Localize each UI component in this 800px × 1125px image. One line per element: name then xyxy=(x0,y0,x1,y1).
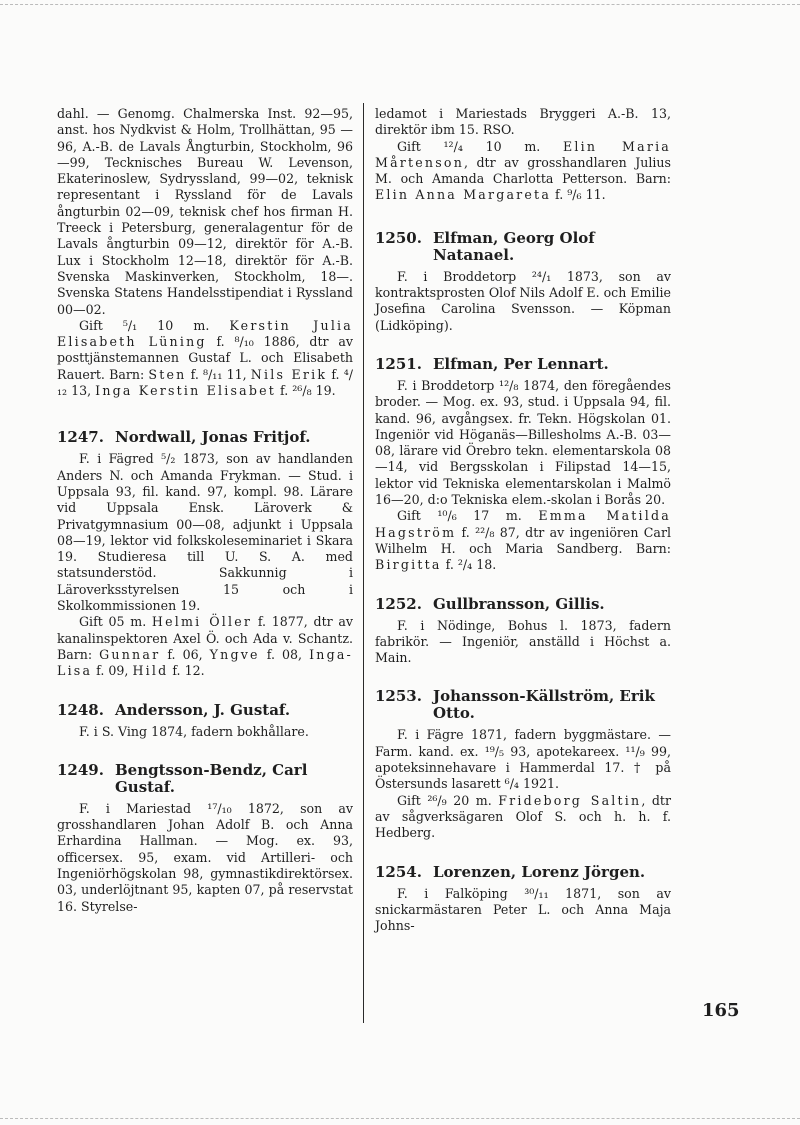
entry-1254 xyxy=(375,864,671,935)
entry-name: Johansson-Källström, Erik Otto. xyxy=(433,687,655,723)
spouse-name: Emma Matilda Hagström xyxy=(375,508,671,540)
entry-heading xyxy=(375,596,671,613)
top-edge-dashes xyxy=(0,4,800,5)
entry-heading xyxy=(375,864,671,881)
entry-number: 1251. xyxy=(375,354,422,373)
child-name: Hild xyxy=(132,663,169,679)
entry-heading xyxy=(57,762,353,796)
entry-name: Elfman, Per Lennart. xyxy=(433,354,609,373)
entry-1248 xyxy=(57,702,353,740)
bottom-edge-dashes xyxy=(0,1118,800,1119)
entry-name: Gullbransson, Gillis. xyxy=(433,594,605,613)
entry-bio: F. i Mariestad ¹⁷/₁₀ 1872, son av grosshandlaren Johan Adolf B. och Anna Erhardina Hallman. — Mog. ex. 93, officersex. 95, exam. vid Artilleri- och Ingeniörhögskolan 98, gymnastikdirektörsex. 03, underlöjtnant 95, kapten 07, på reservstat 16. Styrelse- xyxy=(57,800,353,914)
child-name: Inga-Lisa xyxy=(57,646,353,679)
entry-number: 1252. xyxy=(375,594,422,613)
entry-bio: F. i Fägre 1871, fadern byggmästare. — Farm. kand. ex. ¹⁹/₅ 93, apotekareex. ¹¹/₉ 99, apoteksinnehavare i Hammerdal 17. † på Östersunds lasarett ⁶/₄ 1921. xyxy=(375,727,671,792)
entry-1251 xyxy=(375,356,671,574)
child-name: Inga Kerstin Elisabet xyxy=(95,383,277,399)
entry-marriage: Gift 05 m. Helmi Öller f. 1877, dtr av kanalinspektoren Axel Ö. och Ada v. Schantz. Barn: Gunnar f. 06, Yngve f. 08, Inga-Lisa f. 09, Hild f. 12. xyxy=(57,614,353,679)
entry-number: 1250. xyxy=(375,228,422,247)
entry-1250 xyxy=(375,230,671,334)
child-name: Nils Erik xyxy=(250,366,328,382)
entry-bio: ledamot i Mariestads Bryggeri A.-B. 13, direktör ibm 15. RSO. xyxy=(375,106,671,138)
entry-number: 1254. xyxy=(375,862,422,881)
entry-1247 xyxy=(57,429,353,679)
column-divider xyxy=(363,103,364,1023)
entry-1252 xyxy=(375,596,671,667)
entry-name: Bengtsson-Bendz, Carl Gustaf. xyxy=(115,760,308,796)
entry-number: 1248. xyxy=(57,700,104,719)
entry-1253 xyxy=(375,688,671,841)
entry-bio: dahl. — Genomg. Chalmerska Inst. 92—95, anst. hos Nydkvist & Holm, Trollhättan, 95 —96, A.-B. de Lavals Ångturbin, Stockholm, 96—99, Tecknisches Bureau W. Levenson, Ekaterinoslew, Sydryssland, 99—02, teknisk representant i Ryssland för de Lavals ångturbin 02—09, teknisk chef hos firman H. Treeck i Petersburg, generalagentur för de Lavals ångturbin 09—12, direktör för A.-B. Lux i Stockholm 12—18, direktör för A.-B. Svenska Maskinverken, Stockholm, 18—. Svenska Statens Handelsstipendiat i Ryssland 00—02. xyxy=(57,106,353,317)
entry-marriage: Gift ²⁶/₉ 20 m. Frideborg Saltin, dtr av sågverksägaren Olof S. och h. h. f. Hedberg. xyxy=(375,792,672,841)
left-column xyxy=(57,106,353,915)
entry-heading xyxy=(375,230,671,264)
right-column xyxy=(375,106,671,934)
entry-name: Nordwall, Jonas Fritjof. xyxy=(115,428,311,447)
entry-marriage: Gift ¹²/₄ 10 m. Elin Maria Mårtenson, dtr av grosshandlaren Julius M. och Amanda Charlotta Petterson. Barn: Elin Anna Margareta f. ⁹/₆ 11. xyxy=(375,138,672,203)
entry-bio: F. i S. Ving 1874, fadern bokhållare. xyxy=(79,723,309,739)
child-name: Gunnar xyxy=(99,646,161,662)
entry-marriage: Gift ¹⁰/₆ 17 m. Emma Matilda Hagström f. ²²/₈ 87, dtr av ingeniören Carl Wilhelm H. och Maria Sandberg. Barn: Birgitta f. ²/₄ 18. xyxy=(375,508,671,573)
entry-heading xyxy=(375,356,671,373)
entry-number: 1253. xyxy=(375,687,422,706)
entry-bio: F. i Fägred ⁵/₂ 1873, son av handlanden Anders N. och Amanda Frykman. — Stud. i Uppsala 93, fil. kand. 97, kompl. 98. Lärare vid Uppsala Ensk. Läroverk & Privatgymnasium 00—08, adjunkt i Uppsala 08—19, lektor vid folkskoleseminariet i Skara 19. Studieresa till U. S. A. med statsunderstöd. Sakkunnig i Läroverksstyrelsen 15 och i Skolkommissionen 19. xyxy=(57,451,353,614)
entry-number: 1247. xyxy=(57,428,104,447)
spouse-name: Helmi Öller xyxy=(151,614,253,630)
entry-marriage: Gift ⁵/₁ 10 m. Kerstin Julia Elisabeth Lüning f. ⁸/₁₀ 1886, dtr av posttjänstemannen Gustaf L. och Elisabeth Rauert. Barn: Sten f. ⁸/₁₁ 11, Nils Erik f. ⁴/₁₂ 13, Inga Kerstin Elisabet f. ²⁶/₈ 19. xyxy=(57,317,354,399)
child-name: Birgitta xyxy=(375,557,442,573)
entry-name: Lorenzen, Lorenz Jörgen. xyxy=(433,862,646,881)
child-name: Yngve xyxy=(209,646,260,662)
spouse-name: Frideborg Saltin xyxy=(498,792,642,808)
entry-name: Andersson, J. Gustaf. xyxy=(115,700,291,719)
entry-bio: F. i Broddetorp ²⁴/₁ 1873, son av kontraktsprosten Olof Nils Adolf E. och Emilie Josefina Carolina Svensson. — Köpman (Lidköping). xyxy=(375,268,672,333)
spouse-name: Elin Maria Mårtenson xyxy=(375,138,672,170)
page-number: 165 xyxy=(702,1000,740,1021)
entry-bio: F. i Nödinge, Bohus l. 1873, fadern fabrikör. — Ingeniör, anställd i Höchst a. Main. xyxy=(375,617,671,666)
entry-heading xyxy=(57,429,353,446)
spouse-name: Kerstin Julia Elisabeth Lüning xyxy=(57,317,353,350)
entry-continuation xyxy=(375,106,671,204)
entry-continuation xyxy=(57,106,353,399)
entry-1249 xyxy=(57,762,353,915)
child-name: Elin Anna Margareta xyxy=(375,187,552,203)
entry-heading xyxy=(57,702,353,719)
entry-bio: F. i Falköping ³⁰/₁₁ 1871, son av snickarmästaren Peter L. och Anna Maja Johns- xyxy=(375,885,671,934)
entry-name: Elfman, Georg Olof Natanael. xyxy=(433,228,595,264)
entry-bio: F. i Broddetorp ¹²/₈ 1874, den föregåendes broder. — Mog. ex. 93, stud. i Uppsala 94, fil. kand. 96, avgångsex. fr. Tekn. Högskolan 01. Ingeniör vid Höganäs—Billesholms A.-B. 03—08, lärare vid Örebro tekn. elementarskola 08—14, vid Bergsskolan i Filipstad 14—15, lektor vid Tekniska elementarskolan i Malmö 16—20, d:o Tekniska elem.-skolan i Borås 20. xyxy=(375,377,671,508)
child-name: Sten xyxy=(148,366,187,382)
entry-heading xyxy=(375,688,671,722)
entry-number: 1249. xyxy=(57,760,104,779)
